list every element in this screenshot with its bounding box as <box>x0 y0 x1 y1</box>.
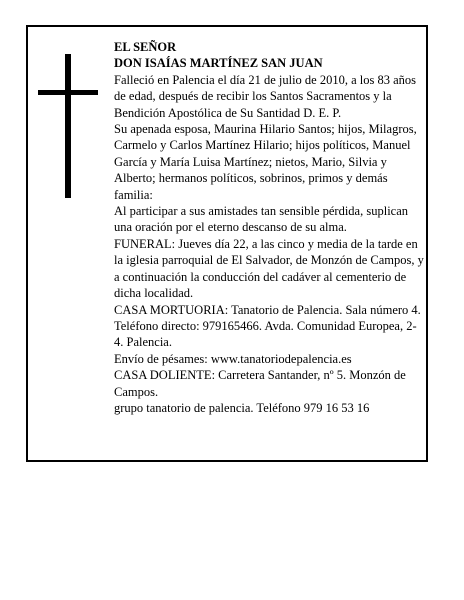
death-announcement: Falleció en Palencia el día 21 de julio de 2010, a los 83 años de edad, después de recibir los Santos Sacramentos y la Bendición Apostólica de Su Santidad D. E. P. <box>114 72 417 120</box>
cross-vertical-bar <box>65 54 71 198</box>
cross-icon <box>38 54 106 198</box>
obituary-notice <box>26 25 428 462</box>
prayer-request: Al participar a sus amistades tan sensible pérdida, suplican una oración por el eterno descanso de su alma. <box>114 204 409 235</box>
notice-text <box>114 39 424 416</box>
condolences-website: Envío de pésames: www.tanatoriodepalencia.es <box>114 351 352 366</box>
funeral-details: FUNERAL: Jueves día 22, a las cinco y media de la tarde en la iglesia parroquial de El Salvador, de Monzón de Campos, y a continuación la conducción del cadáver al cementerio de dicha localidad. <box>114 236 424 301</box>
family-home-address: CASA DOLIENTE: Carretera Santander, nº 5. Monzón de Campos. <box>114 368 406 399</box>
cross-horizontal-bar <box>38 90 98 95</box>
funeral-group-phone: grupo tanatorio de palencia. Teléfono 979 16 53 16 <box>114 400 370 415</box>
deceased-name: DON ISAÍAS MARTÍNEZ SAN JUAN <box>114 56 323 71</box>
heading-title: EL SEÑOR <box>114 40 177 54</box>
family-list: Su apenada esposa, Maurina Hilario Santos; hijos, Milagros, Carmelo y Carlos Martínez Hilario; hijos políticos, Manuel García y María Luisa Martínez; nietos, Mario, Silvia y Alberto; hermanos políticos, sobrinos, primos y demás familia: <box>114 122 417 202</box>
funeral-home-details: CASA MORTUORIA: Tanatorio de Palencia. Sala número 4. Teléfono directo: 979165466. Avda. Comunidad Europea, 2-4. Palencia. <box>114 302 421 350</box>
